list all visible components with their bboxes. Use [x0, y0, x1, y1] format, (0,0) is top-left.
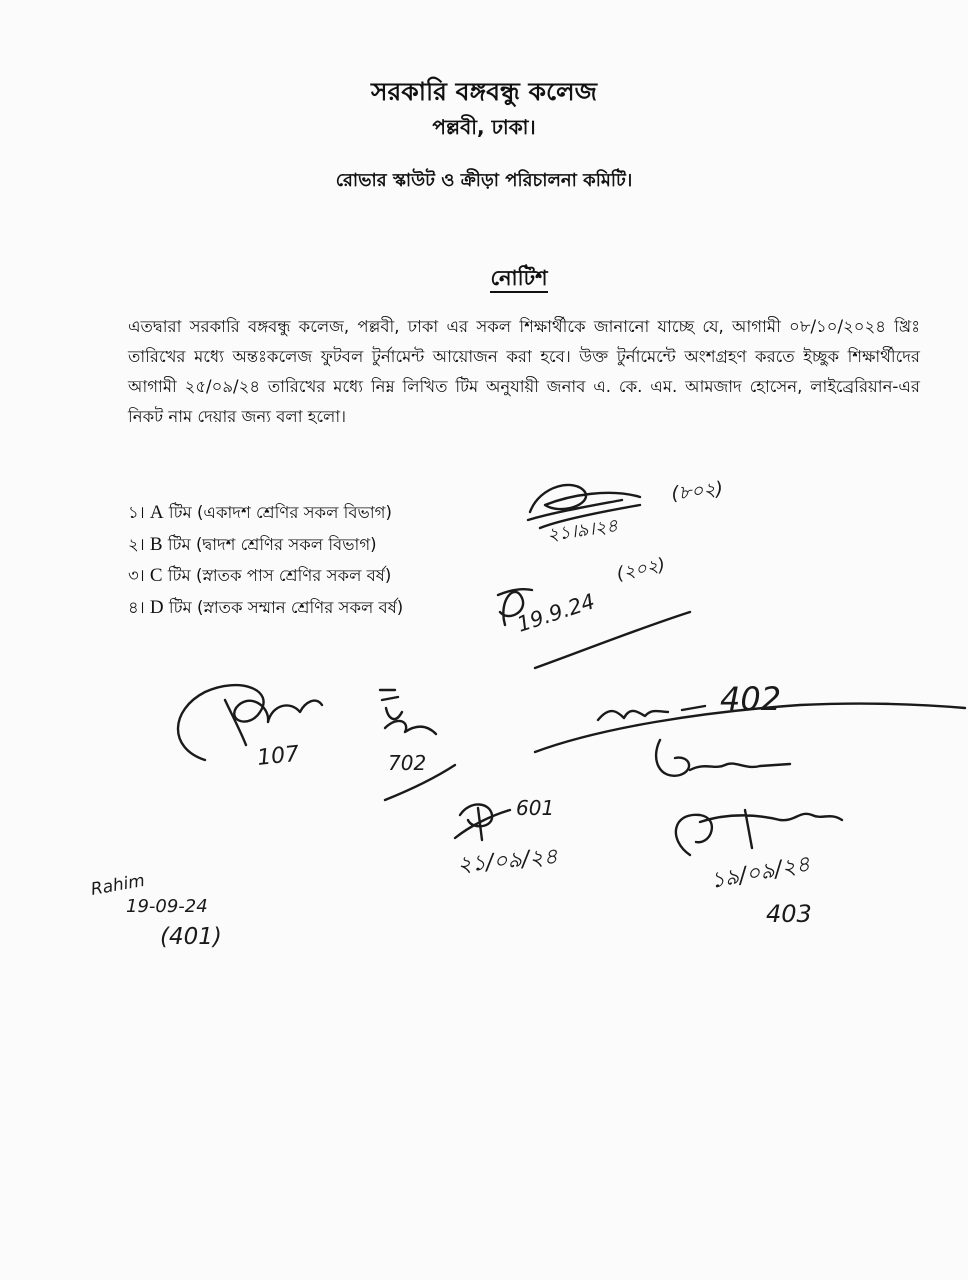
team-desc: টিম (একাদশ শ্রেণির সকল বিভাগ)	[168, 503, 392, 522]
team-item-b	[128, 529, 403, 561]
team-letter: B	[149, 533, 163, 555]
sig6-room: 601	[516, 796, 555, 820]
sig8-room: (401)	[160, 924, 222, 950]
notice-title-text: নোটিশ	[490, 266, 547, 293]
notice-body: এতদ্বারা সরকারি বঙ্গবন্ধু কলেজ, পল্লবী, ঢাকা এর সকল শিক্ষার্থীকে জানানো যাচ্ছে যে, আগামী ০৮/১০/২০২৪ খ্রিঃ তারিখের মধ্যে অন্তঃকলেজ ফুটবল টুর্নামেন্ট আয়োজন করা হবে। উক্ত টুর্নামেন্টে অংশগ্রহণ করতে ইচ্ছুক শিক্ষার্থীদের আগামী ২৫/০৯/২৪ তারিখের মধ্যে নিম্ন লিখিত টিম অনুযায়ী জনাব এ. কে. এম. আমজাদ হোসেন, লাইব্রেরিয়ান-এর নিকট নাম দেয়ার জন্য বলা হলো।	[128, 317, 920, 426]
team-number: ৪।	[128, 597, 145, 617]
sig8-date: 19-09-24	[126, 896, 208, 917]
team-letter: C	[149, 565, 163, 586]
sig4-room: 702	[388, 751, 427, 775]
sig8-name: Rahim	[89, 870, 147, 900]
sig5-room: 402	[720, 680, 782, 718]
team-number: ১।	[128, 503, 145, 522]
team-item-c	[128, 560, 403, 592]
team-number: ২।	[128, 534, 145, 554]
signature-1	[528, 478, 724, 546]
sig2-date: 19.9.24	[514, 589, 598, 637]
college-location: পল্লবী, ঢাকা।	[432, 115, 536, 139]
sig1-room: (৮০২)	[670, 477, 725, 505]
signature-5	[535, 680, 965, 776]
sig1-date: ২১।৯।২৪	[545, 515, 620, 546]
team-desc: টিম (দ্বাদশ শ্রেণির সকল বিভাগ)	[167, 534, 377, 554]
team-item-d	[128, 592, 403, 624]
signature-3	[178, 685, 322, 771]
signature-8	[89, 871, 221, 950]
team-letter: A	[149, 502, 164, 523]
team-item-a	[128, 497, 403, 529]
signature-6	[455, 796, 559, 878]
team-desc: টিম (স্নাতক পাস শ্রেণির সকল বর্ষ)	[167, 566, 392, 585]
team-list	[128, 497, 403, 623]
sig6-date: ২১/০৯/২৪	[456, 844, 559, 878]
signature-7	[676, 810, 842, 928]
signature-4	[380, 690, 455, 800]
notice-title	[0, 262, 968, 297]
college-name: সরকারি বঙ্গবন্ধু কলেজ	[370, 77, 598, 106]
team-desc: টিম (স্নাতক সম্মান শ্রেণির সকল বর্ষ)	[168, 597, 404, 617]
sig7-room: 403	[766, 900, 812, 928]
sig3-room: 107	[256, 741, 301, 771]
committee-name: রোভার স্কাউট ও ক্রীড়া পরিচালনা কমিটি।	[335, 170, 633, 191]
signature-2	[498, 554, 690, 668]
sig7-date: ১৯/০৯/২৪	[708, 851, 813, 894]
sig2-room: (২০২)	[614, 554, 668, 585]
team-number: ৩।	[128, 566, 145, 585]
team-letter: D	[149, 596, 164, 618]
